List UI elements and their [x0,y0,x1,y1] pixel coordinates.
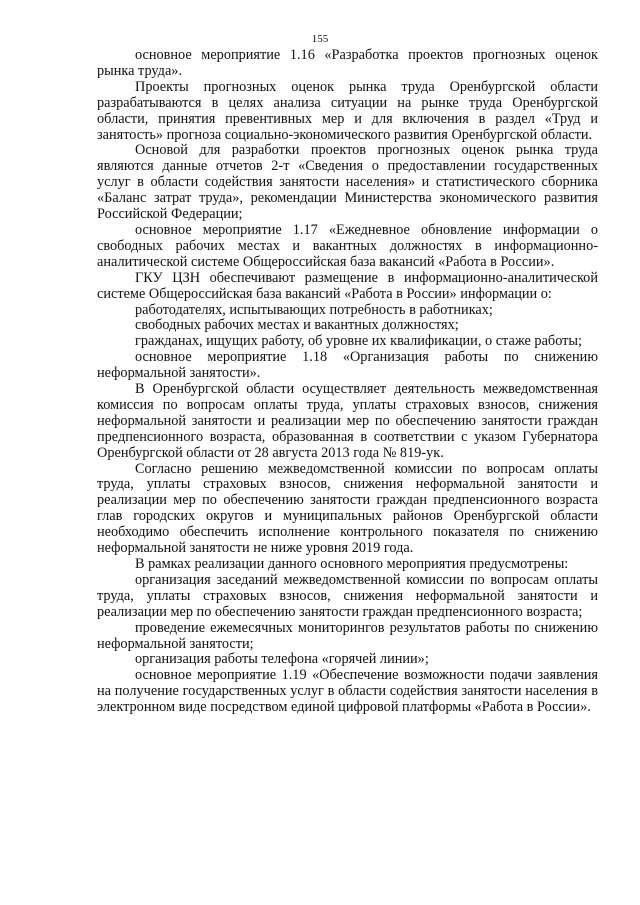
document-body [97,48,598,716]
paragraph: Проекты прогнозных оценок рынка труда Оренбургской области разрабатываются в целях анализа ситуации на рынке труда Оренбургской области, принятия превентивных мер и для включения в раздел «Труд и занятость» прогноза социально-экономического развития Оренбургской области. [97,78,598,143]
paragraph: Согласно решению межведомственной комиссии по вопросам оплаты труда, уплаты страховых взносов, снижения неформальной занятости и реализации мер по обеспечению занятости граждан предпенсионного возраста глав городских округов и муниципальных районов Оренбургской области необходимо обеспечить исполнение контрольного показателя по снижению неформальной занятости не ниже уровня 2019 года. [97,460,598,557]
paragraph: Основой для разработки проектов прогнозных оценок рынка труда являются данные отчетов 2-т «Сведения о предоставлении государственных услуг в области содействия занятости населения» и статистического сборника «Баланс затрат труда», рекомендации Министерства экономического развития Российской Федерации; [97,142,598,223]
paragraph: основное мероприятие 1.17 «Ежедневное обновление информации о свободных рабочих местах и вакантных должностях в информационно-аналитической системе Общероссийская база вакансий «Работа в России». [97,221,598,270]
list-item: свободных рабочих местах и вакантных должностях; [135,317,459,334]
paragraph: основное мероприятие 1.18 «Организация работы по снижению неформальной занятости». [97,349,598,382]
list-item: организация заседаний межведомственной комиссии по вопросам оплаты труда, уплаты страховых взносов, снижения неформальной занятости и реализации мер по обеспечению занятости граждан предпенсионного возраста; [97,571,598,620]
paragraph: В Оренбургской области осуществляет деятельность межведомственная комиссия по вопросам оплаты труда, уплаты страховых взносов, снижения неформальной занятости и реализации мер по обеспечению занятости граждан предпенсионного возраста, образованная в соответствии с указом Губернатора Оренбургской области от 28 августа 2013 года № 819-ук. [97,381,598,461]
list-item: работодателях, испытывающих потребность в работниках; [135,301,493,318]
paragraph: В рамках реализации данного основного мероприятия предусмотрены: [135,556,569,572]
list-item: проведение ежемесячных мониторингов результатов работы по снижению неформальной занятости; [97,619,598,652]
paragraph: основное мероприятие 1.19 «Обеспечение возможности подачи заявления на получение государственных услуг в области содействия занятости населения в электронном виде посредством единой цифровой платформы «Работа в России». [97,667,598,716]
page-number: 155 [311,33,329,45]
list-item: гражданах, ищущих работу, об уровне их квалификации, о стаже работы; [135,333,582,350]
paragraph: ГКУ ЦЗН обеспечивают размещение в информационно-аналитической системе Общероссийская база вакансий «Работа в России» информации о: [97,269,598,302]
paragraph: основное мероприятие 1.16 «Разработка проектов прогнозных оценок рынка труда». [97,47,598,79]
list-item: организация работы телефона «горячей линии»; [135,651,429,668]
